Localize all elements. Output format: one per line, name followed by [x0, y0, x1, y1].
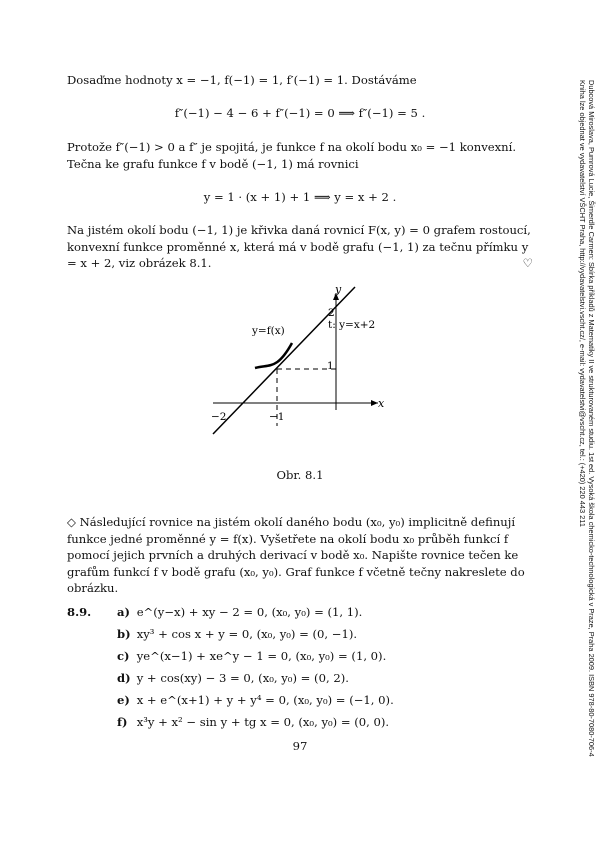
page-number: 97 [292, 739, 308, 753]
exercise-d-label: d) [117, 671, 131, 685]
paragraph-convex: Protože f″(−1) > 0 a f″ je spojitá, je funkce f na okolí bodu x₀ = −1 konvexní. Tečna ke grafu funkce f v bodě (−1, 1) má rovnici [67, 140, 517, 171]
citation-line-2: Kniha lze objednat ve vydavatelství VŠCHT Praha, http://vydavatelstvi.vscht.cz/, e-mail: vydavatelstvi@vscht.cz, tel.: (+420) 220 443 211 [578, 80, 587, 527]
exercise-e-text: x + e^(x+1) + y + y⁴ = 0, (x₀, y₀) = (−1, 0). [136, 693, 394, 707]
exercise-f-text: x³y + x² − sin y + tg x = 0, (x₀, y₀) = (0, 0). [136, 715, 390, 729]
x-axis-arrow [371, 400, 378, 406]
equation-2: y = 1 · (x + 1) + 1 ⟹ y = x + 2 . [203, 190, 397, 204]
exercise-intro: ◇ Následující rovnice na jistém okolí daného bodu (x₀, y₀) implicitně definují funkce jedné proměnné y = f(x). Vyšetřete na okolí bodu x₀ průběh funkcí f pomocí jejich prvních a druhých derivací v bodě x₀. Napište rovnice tečen ke grafům funkcí f v bodě grafu (x₀, y₀). Graf funkce f včetně tečny nakreslete do obrázku. [67, 515, 525, 595]
figure-caption: Obr. 8.1 [276, 468, 324, 482]
curve-label: y=f(x) [252, 325, 285, 337]
exercise-f-label: f) [117, 715, 128, 729]
tangent-label: t: y=x+2 [328, 319, 376, 331]
equation-1: f″(−1) − 4 − 6 + f″(−1) = 0 ⟹ f″(−1) = 5 . [174, 106, 426, 120]
tick-1: 1 [327, 360, 334, 372]
paragraph-intro: Dosaďme hodnoty x = −1, f(−1) = 1, f′(−1) = 1. Dostáváme [67, 73, 417, 87]
exercise-c [117, 649, 386, 663]
tick-minus-2: −2 [211, 411, 227, 423]
exercise-e-label: e) [117, 693, 130, 707]
exercise-a [117, 605, 362, 619]
exercise-b-text: xy³ + cos x + y = 0, (x₀, y₀) = (0, −1). [136, 627, 358, 641]
label-x: x [378, 397, 385, 410]
exercise-b [117, 627, 357, 641]
exercise-b-label: b) [117, 627, 131, 641]
exercise-a-label: a) [117, 605, 130, 619]
paragraph-conclusion: Na jistém okolí bodu (−1, 1) je křivka daná rovnicí F(x, y) = 0 grafem rostoucí, konvexní funkce proměnné x, která má v bodě grafu (−1, 1) za tečnu přímku y = x + 2, viz obrázek 8.1. [67, 223, 531, 270]
citation-line-1: Dubcová Miroslava, Pumrová Lucie, Šimerdle Carmen: Sbírka příkladů z Matematiky II ve strukturovaném studiu. 1st ed. Vysoká škola chemicko-technologická v Praze, Praha 2009. ISBN 978-80-7080-706-4 [587, 80, 596, 757]
tick-2: 2 [328, 307, 335, 319]
exercise-c-label: c) [117, 649, 130, 663]
label-y: y [335, 283, 342, 296]
exercise-f [117, 715, 389, 729]
exercise-e [117, 693, 394, 707]
curve-f [255, 343, 292, 368]
exercise-a-text: e^(y−x) + xy − 2 = 0, (x₀, y₀) = (1, 1). [136, 605, 363, 619]
tick-minus-1: −1 [269, 411, 285, 423]
exercise-d [117, 671, 349, 685]
exercise-c-text: ye^(x−1) + xe^y − 1 = 0, (x₀, y₀) = (1, 0). [136, 649, 387, 663]
exercise-d-text: y + cos(xy) − 3 = 0, (x₀, y₀) = (0, 2). [136, 671, 349, 685]
end-of-proof-heart: ♡ [522, 256, 533, 270]
exercise-number: 8.9. [67, 605, 92, 619]
